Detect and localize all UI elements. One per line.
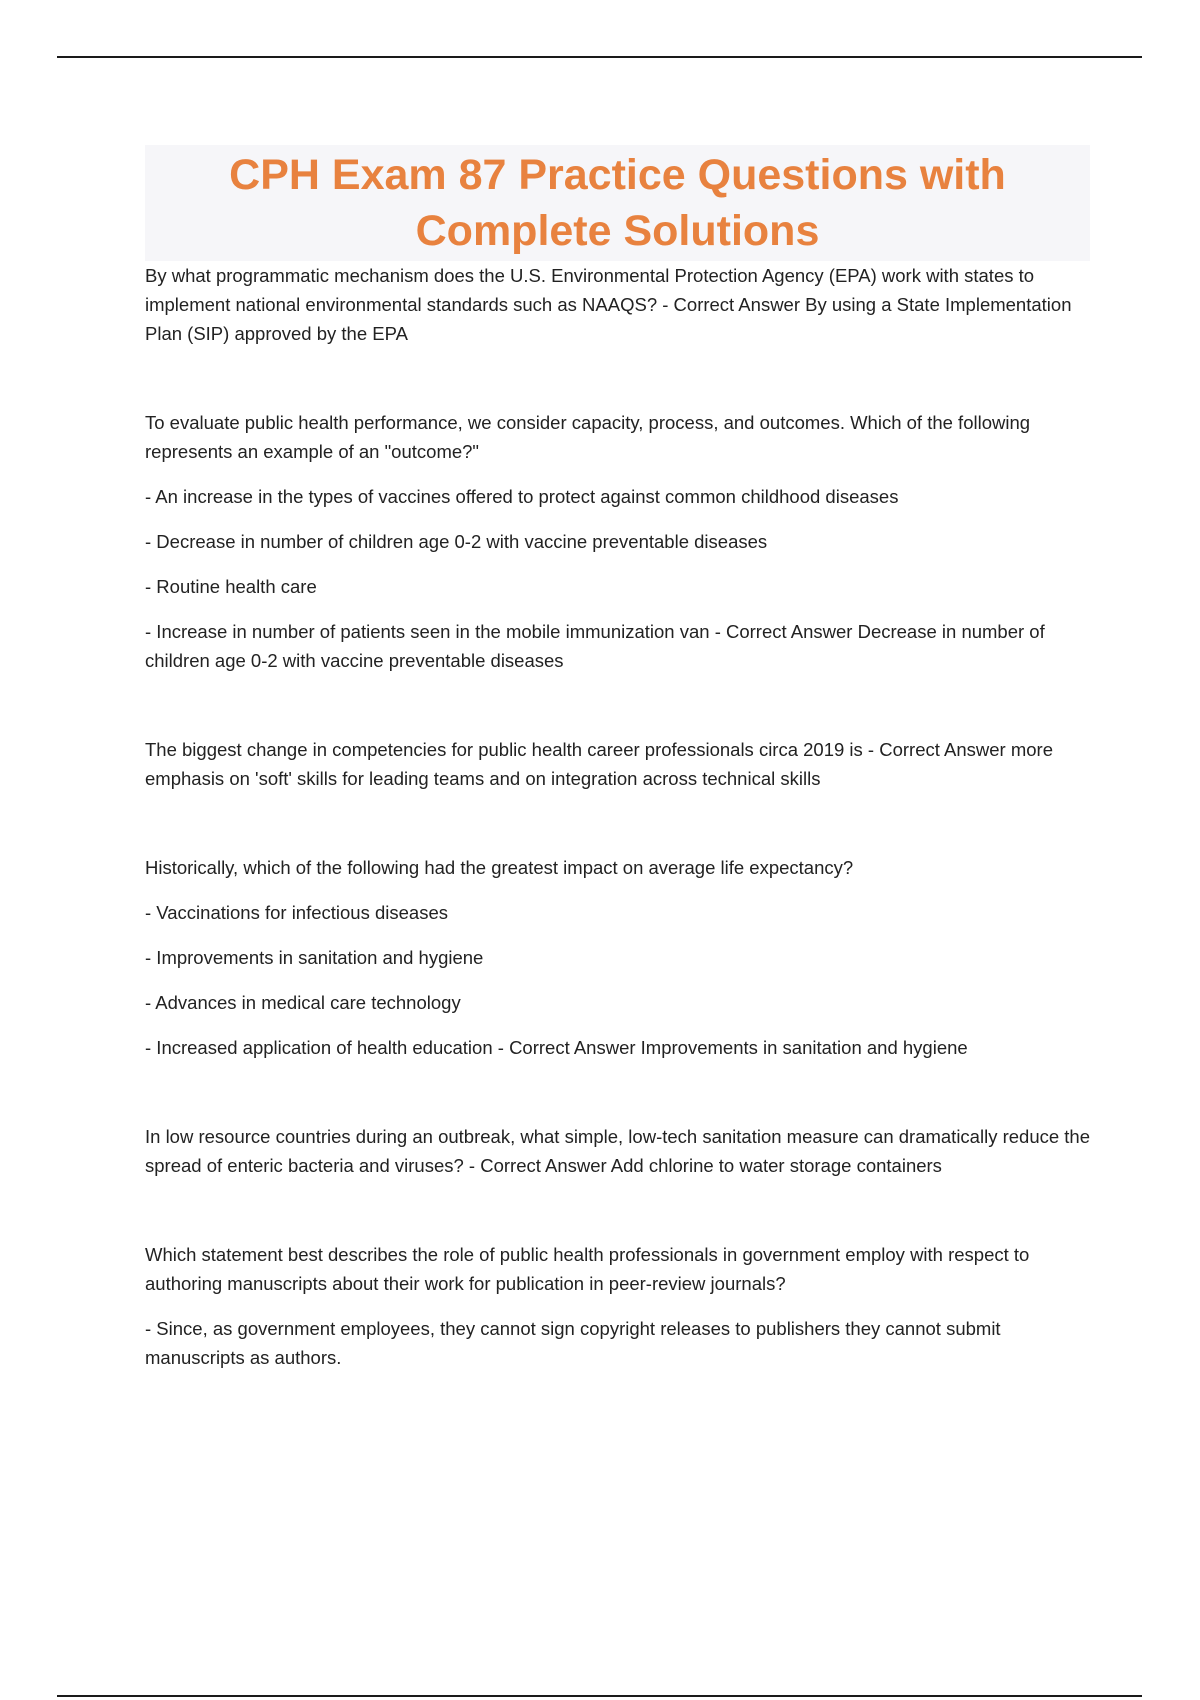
question-text: To evaluate public health performance, we consider capacity, process, and outcomes. Which of the following represents an example of an "outcome?"	[145, 412, 1031, 462]
qa-block-4	[145, 853, 1090, 1062]
question-text: By what programmatic mechanism does the U.S. Environmental Protection Agency (EPA) work with states to implement national environmental standards such as NAAQS? - Correct Answer By using a State Implementation Plan (SIP) approved by the EPA	[145, 265, 1072, 344]
document-content	[145, 145, 1090, 1432]
title-banner	[145, 145, 1090, 261]
answer-option: - Vaccinations for infectious diseases	[145, 902, 449, 923]
answer-option: - Decrease in number of children age 0-2 with vaccine preventable diseases	[145, 531, 768, 552]
qa-block-3	[145, 735, 1090, 793]
answer-option: - Advances in medical care technology	[145, 992, 461, 1013]
qa-block-1	[145, 261, 1090, 348]
answer-option: - Routine health care	[145, 576, 317, 597]
document-title-line-1: CPH Exam 87 Practice Questions with	[229, 151, 1006, 199]
question-list	[145, 261, 1090, 1372]
question-text: Which statement best describes the role of public health professionals in government employ with respect to authoring manuscripts about their work for publication in peer-review journals?	[145, 1244, 1030, 1294]
top-rule	[57, 56, 1142, 58]
answer-option: - Since, as government employees, they cannot sign copyright releases to publishers they cannot submit manuscripts as authors.	[145, 1318, 1001, 1368]
document-title-line-2: Complete Solutions	[415, 207, 820, 255]
question-text: In low resource countries during an outbreak, what simple, low-tech sanitation measure can dramatically reduce the spread of enteric bacteria and viruses? - Correct Answer Add chlorine to water storage containers	[145, 1126, 1091, 1176]
question-text: Historically, which of the following had the greatest impact on average life expectancy?	[145, 857, 854, 878]
answer-option: - Increased application of health education - Correct Answer Improvements in sanitation and hygiene	[145, 1037, 968, 1058]
qa-block-6	[145, 1240, 1090, 1372]
qa-block-2	[145, 408, 1090, 675]
answer-option: - Improvements in sanitation and hygiene	[145, 947, 484, 968]
answer-option: - Increase in number of patients seen in the mobile immunization van - Correct Answer Decrease in number of children age 0-2 with vaccine preventable diseases	[145, 621, 1045, 671]
bottom-rule	[57, 1695, 1142, 1697]
qa-block-5	[145, 1122, 1090, 1180]
answer-option: - An increase in the types of vaccines offered to protect against common childhood diseases	[145, 486, 899, 507]
question-text: The biggest change in competencies for public health career professionals circa 2019 is - Correct Answer more emphasis on 'soft' skills for leading teams and on integration across technical skills	[145, 739, 1053, 789]
